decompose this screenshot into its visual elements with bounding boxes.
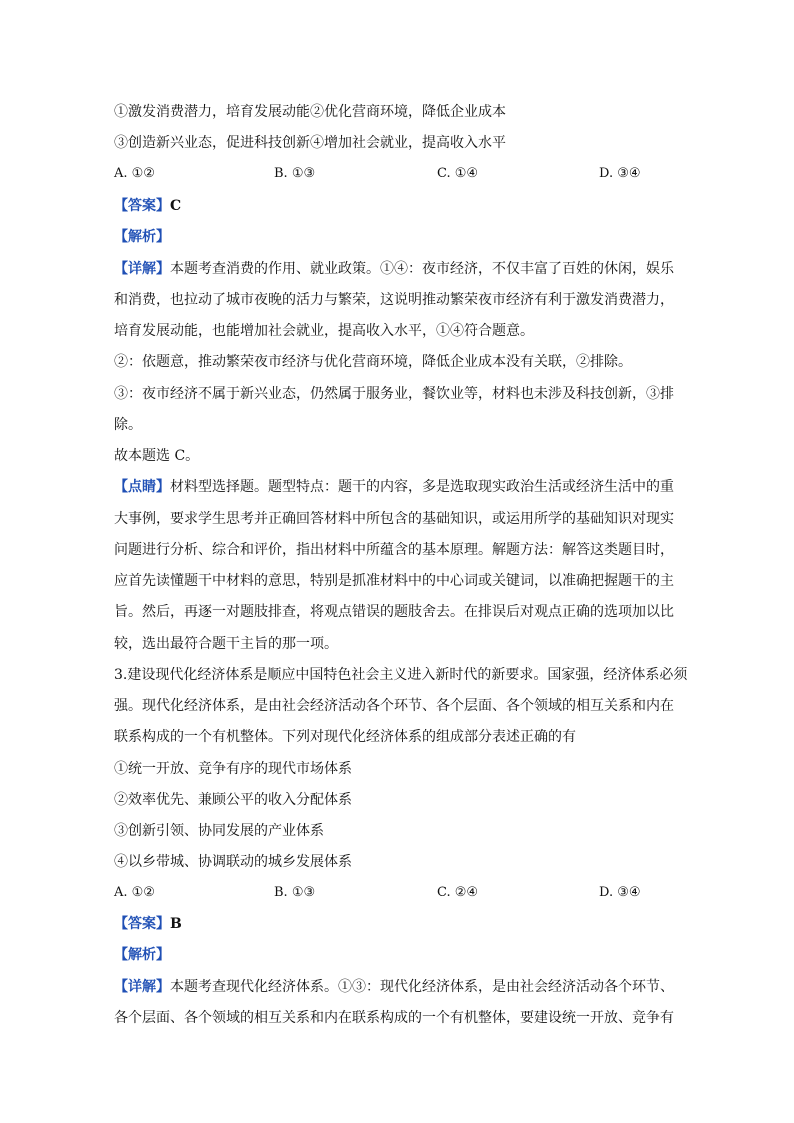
q2-tip-line-3: 问题进行分析、综合和评价，指出材料中所蕴含的基本原理。解题方法：解答这类题目时， bbox=[114, 542, 674, 558]
answer-value: B bbox=[170, 916, 182, 932]
q2-option-d: D. ③④ bbox=[599, 166, 641, 181]
analysis-tag: 【解析】 bbox=[114, 947, 170, 963]
q3-item-2: ②效率优先、兼顾公平的收入分配体系 bbox=[114, 792, 352, 808]
q2-tip-line-5: 旨。然后，再逐一对题肢排查，将观点错误的题肢舍去。在排误后对观点正确的选项加以比 bbox=[114, 604, 674, 620]
answer-value: C bbox=[170, 198, 182, 214]
q2-item-line-1: ①激发消费潜力，培育发展动能②优化营商环境，降低企业成本 bbox=[114, 104, 506, 120]
q2-detail-line-4: ②：依题意，推动繁荣夜市经济与优化营商环境，降低企业成本没有关联，②排除。 bbox=[114, 354, 632, 370]
detail-text: 本题考查消费的作用、就业政策。①④：夜市经济，不仅丰富了百姓的休闲，娱乐 bbox=[170, 261, 674, 277]
answer-tag: 【答案】 bbox=[114, 916, 170, 932]
tip-text: 材料型选择题。题型特点：题干的内容，多是选取现实政治生活或经济生活中的重 bbox=[170, 479, 674, 495]
q2-detail-line-1 bbox=[114, 259, 674, 279]
q2-tip-line-6: 较，选出最符合题干主旨的那一项。 bbox=[114, 636, 338, 652]
q3-detail-line-1 bbox=[114, 977, 674, 997]
q3-option-a: A. ①② bbox=[114, 885, 155, 900]
q2-tip-line-1 bbox=[114, 477, 674, 497]
q3-item-1: ①统一开放、竞争有序的现代市场体系 bbox=[114, 761, 352, 777]
q2-analysis-line bbox=[114, 227, 170, 247]
q2-detail-line-2: 和消费，也拉动了城市夜晚的活力与繁荣，这说明推动繁荣夜市经济有利于激发消费潜力， bbox=[114, 292, 674, 308]
q2-option-b: B. ①③ bbox=[274, 166, 316, 181]
q2-option-c: C. ①④ bbox=[437, 166, 479, 181]
detail-tag: 【详解】 bbox=[114, 979, 170, 995]
q3-stem-line-3: 联系构成的一个有机整体。下列对现代化经济体系的组成部分表述正确的有 bbox=[114, 729, 576, 745]
q2-item-line-2: ③创造新兴业态，促进科技创新④增加社会就业，提高收入水平 bbox=[114, 135, 506, 151]
q3-option-d: D. ③④ bbox=[599, 885, 641, 900]
q2-tip-line-4: 应首先读懂题干中材料的意思，特别是抓准材料中的中心词或关键词，以准确把握题干的主 bbox=[114, 573, 674, 589]
q2-tip-line-2: 大事例，要求学生思考并正确回答材料中所包含的基础知识，或运用所学的基础知识对现实 bbox=[114, 511, 674, 527]
q3-item-4: ④以乡带城、协调联动的城乡发展体系 bbox=[114, 854, 352, 870]
tip-tag: 【点睛】 bbox=[114, 479, 170, 495]
q2-answer-line bbox=[114, 196, 181, 216]
q3-item-3: ③创新引领、协同发展的产业体系 bbox=[114, 823, 324, 839]
q3-stem-line-2: 强。现代化经济体系，是由社会经济活动各个环节、各个层面、各个领域的相互关系和内在 bbox=[114, 698, 674, 714]
q3-answer-line bbox=[114, 914, 182, 934]
analysis-tag: 【解析】 bbox=[114, 229, 170, 245]
detail-tag: 【详解】 bbox=[114, 261, 170, 277]
q2-option-a: A. ①② bbox=[114, 166, 155, 181]
q3-analysis-line bbox=[114, 945, 170, 965]
detail-text: 本题考查现代化经济体系。①③：现代化经济体系，是由社会经济活动各个环节、 bbox=[170, 979, 674, 995]
answer-tag: 【答案】 bbox=[114, 198, 170, 214]
q2-detail-line-5: ③：夜市经济不属于新兴业态，仍然属于服务业，餐饮业等，材料也未涉及科技创新，③排 bbox=[114, 386, 674, 402]
q3-option-c: C. ②④ bbox=[437, 885, 479, 900]
q2-detail-line-6: 除。 bbox=[114, 417, 142, 433]
q3-detail-line-2: 各个层面、各个领域的相互关系和内在联系构成的一个有机整体，要建设统一开放、竞争有 bbox=[114, 1010, 674, 1026]
q2-detail-line-3: 培育发展动能，也能增加社会就业，提高收入水平，①④符合题意。 bbox=[114, 323, 534, 339]
q3-option-b: B. ①③ bbox=[274, 885, 316, 900]
q2-conclusion: 故本题选 C。 bbox=[114, 448, 200, 464]
q3-stem-line-1: 3.建设现代化经济体系是顺应中国特色社会主义进入新时代的新要求。国家强，经济体系必须 bbox=[114, 667, 688, 683]
